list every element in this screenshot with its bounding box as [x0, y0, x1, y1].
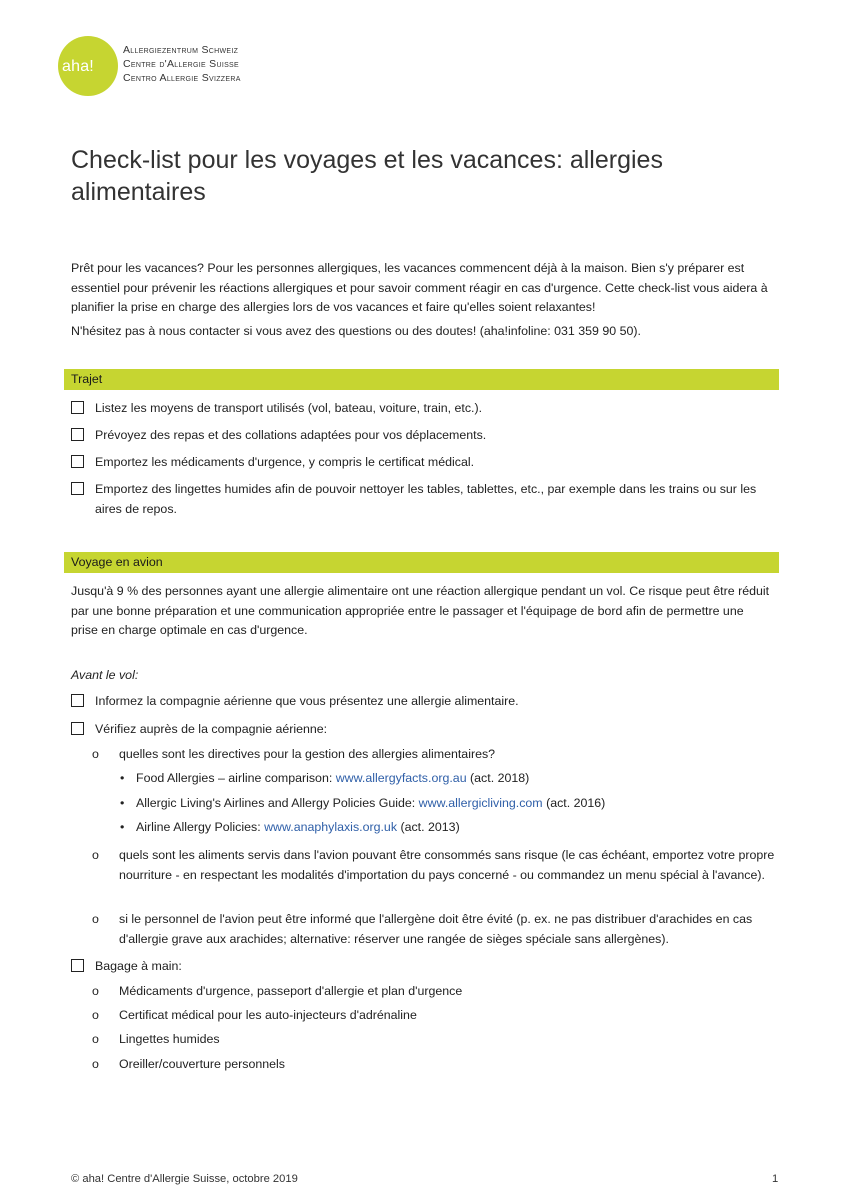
checklist-item: Bagage à main: — [71, 957, 781, 977]
sub-item: o quels sont les aliments servis dans l'avion pouvant être consommés sans risque (le cas échéant, emportez votre propre nourriture - en respectant les modalités d'importation du pays concerné - ou commandez un menu spécial à l'avance). — [92, 848, 775, 882]
checkbox[interactable] — [71, 455, 84, 468]
bullet-icon: • — [120, 820, 125, 834]
page-title: Check-list pour les voyages et les vacances: allergies alimentaires — [71, 146, 663, 206]
bullet-icon: • — [120, 771, 125, 785]
sub-item: o Lingettes humides — [92, 1030, 782, 1050]
checkbox[interactable] — [71, 428, 84, 441]
link-item: • Airline Allergy Policies: www.anaphylaxis.org.uk (act. 2013) — [120, 818, 780, 838]
circle-bullet-icon: o — [92, 912, 99, 926]
link-allergicliving[interactable]: www.allergicliving.com — [418, 796, 543, 810]
footer-copyright: © aha! Centre d'Allergie Suisse, octobre 2019 — [71, 1173, 298, 1185]
avion-paragraph: Jusqu'à 9 % des personnes ayant une allergie alimentaire ont une réaction allergique pendant un vol. Ce risque peut être réduit par une bonne préparation et une communication appropriée entre le passager et l'équipage de bord afin de permettre une prise en charge optimale en cas d'urgence. — [71, 584, 770, 637]
link-item: • Allergic Living's Airlines and Allergy Policies Guide: www.allergicliving.com (act. 2016) — [120, 794, 780, 814]
checklist-item: Prévoyez des repas et des collations adaptées pour vos déplacements. — [71, 426, 781, 446]
organization-names — [123, 43, 241, 85]
checkbox[interactable] — [71, 694, 84, 707]
circle-bullet-icon: o — [92, 747, 99, 761]
sub-item: o Oreiller/couverture personnels — [92, 1055, 782, 1075]
checklist-item: Listez les moyens de transport utilisés (vol, bateau, voiture, train, etc.). — [71, 399, 781, 419]
checklist-item: Emportez des lingettes humides afin de pouvoir nettoyer les tables, tablettes, etc., par exemple dans les trains ou sur les aires de repos. — [71, 480, 781, 519]
org-name-it: Centro Allergie Svizzera — [123, 72, 241, 84]
bullet-icon: • — [120, 796, 125, 810]
checkbox[interactable] — [71, 959, 84, 972]
checklist-item: Emportez les médicaments d'urgence, y compris le certificat médical. — [71, 453, 781, 473]
checkbox[interactable] — [71, 401, 84, 414]
contact-paragraph: N'hésitez pas à nous contacter si vous avez des questions ou des doutes! (aha!infoline: 031 359 90 50). — [71, 324, 641, 338]
sub-item: o Médicaments d'urgence, passeport d'allergie et plan d'urgence — [92, 982, 782, 1002]
logo-text: aha! — [62, 58, 94, 75]
section-heading-avion: Voyage en avion — [64, 552, 779, 573]
sub-item: o si le personnel de l'avion peut être informé que l'allergène doit être évité (p. ex. ne pas distribuer d'arachides en cas d'allergie grave aux arachides; alternative: réserver une rangée de sièges spéciale sans allergènes). — [92, 912, 753, 946]
circle-bullet-icon: o — [92, 848, 99, 862]
org-name-fr: Centre d'Allergie Suisse — [123, 58, 239, 70]
circle-bullet-icon: o — [92, 1032, 99, 1046]
circle-bullet-icon: o — [92, 1008, 99, 1022]
intro-paragraph: Prêt pour les vacances? Pour les personnes allergiques, les vacances commencent déjà à la maison. Bien s'y préparer est essentiel pour prévenir les réactions allergiques et pour savoir comment réagir en cas d'urgence. Cette check-list vous aidera à planifier la prise en charge des allergies lors de vos vacances et faire qu'elles soient relaxantes! — [71, 261, 768, 314]
checklist-item: Vérifiez auprès de la compagnie aérienne: — [71, 720, 781, 740]
section-heading-trajet: Trajet — [64, 369, 779, 390]
link-anaphylaxis[interactable]: www.anaphylaxis.org.uk — [264, 820, 398, 834]
link-item: • Food Allergies – airline comparison: www.allergyfacts.org.au (act. 2018) — [120, 769, 780, 789]
sub-item: o quelles sont les directives pour la gestion des allergies alimentaires? — [92, 745, 782, 765]
sub-item: o Certificat médical pour les auto-injecteurs d'adrénaline — [92, 1006, 782, 1026]
org-name-de: Allergiezentrum Schweiz — [123, 44, 239, 56]
circle-bullet-icon: o — [92, 1057, 99, 1071]
subheading-avant-le-vol: Avant le vol: — [71, 668, 139, 682]
checkbox[interactable] — [71, 482, 84, 495]
checklist-item: Informez la compagnie aérienne que vous présentez une allergie alimentaire. — [71, 692, 781, 712]
page-number: 1 — [772, 1173, 779, 1185]
checkbox[interactable] — [71, 722, 84, 735]
circle-bullet-icon: o — [92, 984, 99, 998]
link-allergyfacts[interactable]: www.allergyfacts.org.au — [335, 771, 467, 785]
